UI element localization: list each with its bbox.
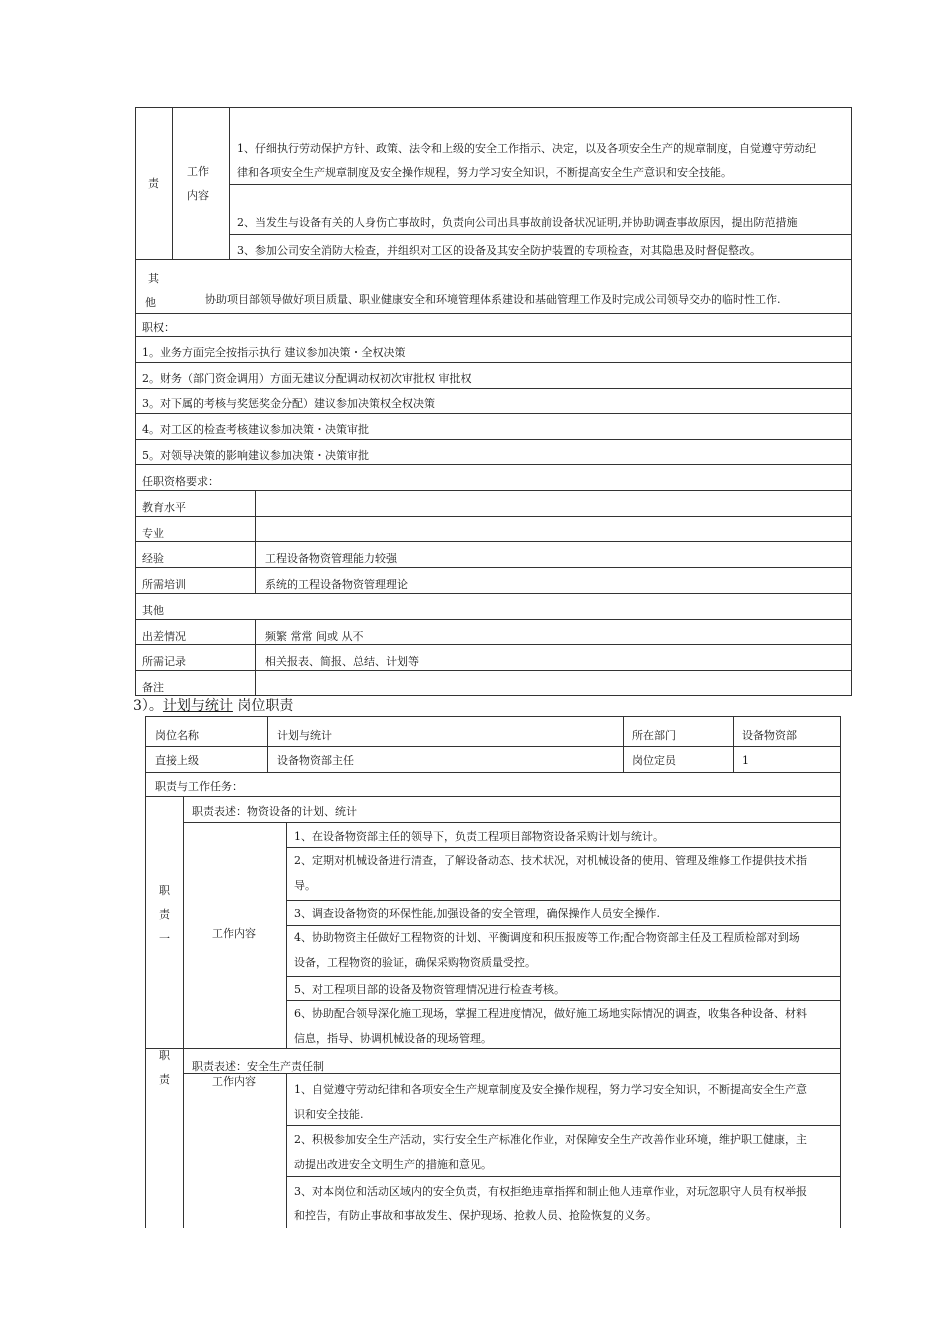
divider	[145, 796, 841, 797]
duty2-label: 职	[159, 1049, 170, 1062]
qualification-title: 任职资格要求：	[142, 475, 219, 488]
duty2-item: 动提出改进安全文明生产的措施和意见。	[294, 1158, 492, 1171]
divider	[255, 619, 256, 696]
divider	[135, 388, 852, 389]
divider	[135, 567, 852, 568]
training-value: 系统的工程设备物资管理理论	[265, 578, 408, 591]
duty2-work-label: 工作内容	[212, 1075, 256, 1088]
duty1-item: 3、调查设备物资的环保性能,加强设备的安全管理，确保操作人员安全操作.	[294, 907, 660, 920]
divider	[135, 336, 852, 337]
staffing-label: 岗位定员	[632, 754, 676, 767]
divider	[135, 644, 852, 645]
duty1-item: 2、定期对机械设备进行清查，了解设备动态、技术状况，对机械设备的使用、管理及维修工作提供技术指	[294, 854, 807, 867]
divider	[286, 847, 841, 848]
divider	[267, 716, 268, 773]
dept-value: 设备物资部	[742, 729, 797, 742]
authority-item: 3。对下属的考核与奖惩奖金分配）建议参加决策权全权决策	[142, 397, 435, 410]
other2-label: 其他	[142, 604, 164, 617]
section-number: 3）。	[133, 698, 163, 714]
divider	[145, 716, 841, 717]
duty1-item: 信息，指导、协调机械设备的现场管理。	[294, 1032, 492, 1045]
authority-item: 1。业务方面完全按指示执行 建议参加决策・全权决策	[142, 346, 406, 359]
work-item-2: 2、当发生与设备有关的人身伤亡事故时，负责向公司出具事故前设备状况证明,并协助调查事故原因，提出防范措施	[237, 216, 798, 229]
education-label: 教育水平	[142, 501, 186, 514]
divider	[135, 516, 852, 517]
divider	[135, 593, 852, 594]
post-name-label: 岗位名称	[155, 729, 199, 742]
section-title: 计划与统计	[162, 698, 233, 714]
divider	[286, 822, 287, 1048]
duty1-item: 4、协助物资主任做好工程物资的计划、平衡调度和积压报废等工作;配合物资部主任及工程质检部对到场	[294, 931, 800, 944]
records-label: 所需记录	[142, 655, 186, 668]
divider	[135, 362, 852, 363]
divider	[286, 1073, 287, 1228]
divider	[135, 464, 852, 465]
travel-value: 频繁 常常 间或 从不	[265, 630, 364, 643]
remark-label: 备注	[142, 681, 164, 694]
training-label: 所需培训	[142, 578, 186, 591]
authority-title: 职权：	[142, 321, 175, 334]
duty2-item: 2、积极参加安全生产活动，实行安全生产标准化作业，对保障安全生产改善作业环境，维护职工健康，主	[294, 1133, 807, 1146]
superior-label: 直接上级	[155, 754, 199, 767]
divider	[145, 716, 146, 1228]
duty1-item: 设备，工程物资的验证，确保采购物资质量受控。	[294, 956, 536, 969]
divider	[255, 490, 256, 593]
divider	[840, 716, 841, 1228]
work-content-label: 工作	[187, 165, 209, 178]
post-name-value: 计划与统计	[277, 729, 332, 742]
divider	[286, 1125, 841, 1126]
divider	[286, 900, 841, 901]
divider	[135, 313, 852, 314]
duty1-label: 责	[159, 908, 170, 921]
experience-value: 工程设备物资管理能力较强	[265, 552, 397, 565]
authority-item: 4。对工区的检查考核建议参加决策・决策审批	[142, 423, 369, 436]
duty1-item: 5、对工程项目部的设备及物资管理情况进行检查考核。	[294, 983, 565, 996]
duty2-item: 识和安全技能.	[294, 1108, 364, 1121]
divider	[145, 1048, 841, 1049]
experience-label: 经验	[142, 552, 164, 565]
duty1-desc: 职责表述：物资设备的计划、统计	[192, 805, 357, 818]
duty2-item: 3、对本岗位和活动区域内的安全负责，有权拒绝违章指挥和制止他人违章作业，对玩忽职守人员有权举报	[294, 1185, 807, 1198]
duty1-label: 职	[159, 884, 170, 897]
authority-item: 2。财务（部门资金调用）方面无建议分配调动权初次审批权 审批权	[142, 372, 472, 385]
divider	[733, 716, 734, 773]
divider	[135, 670, 852, 671]
duty1-item: 6、协助配合领导深化施工现场，掌握工程进度情况，做好施工场地实际情况的调查，收集各种设备、材料	[294, 1007, 807, 1020]
section-suffix: 岗位职责	[232, 698, 294, 714]
divider	[135, 541, 852, 542]
divider	[286, 1176, 841, 1177]
divider	[135, 619, 852, 620]
divider	[135, 439, 852, 440]
major-label: 专业	[142, 527, 164, 540]
travel-label: 出差情况	[142, 630, 186, 643]
divider	[183, 796, 184, 1228]
records-value: 相关报表、简报、总结、计划等	[265, 655, 419, 668]
duty2-desc: 职责表述：安全生产责任制	[192, 1060, 324, 1073]
divider	[229, 107, 230, 259]
work-item-3: 3、参加公司安全消防大检查，并组织对工区的设备及其安全防护装置的专项检查，对其隐患及时督促整改。	[237, 244, 761, 257]
divider	[286, 925, 841, 926]
work-content-label: 内容	[187, 189, 209, 202]
divider	[145, 746, 841, 747]
divider	[623, 716, 624, 773]
section-heading	[133, 697, 293, 715]
duty1-label: 一	[159, 932, 170, 945]
duty2-label: 责	[159, 1073, 170, 1086]
duty2-item: 1、自觉遵守劳动纪律和各项安全生产规章制度及安全操作规程，努力学习安全知识，不断提高安全生产意	[294, 1083, 807, 1096]
divider	[172, 107, 173, 259]
other-text: 协助项目部领导做好项目质量、职业健康安全和环境管理体系建设和基础管理工作及时完成公司领导交办的临时性工作.	[205, 293, 781, 306]
divider	[286, 976, 841, 977]
divider	[145, 772, 841, 773]
superior-value: 设备物资部主任	[277, 754, 354, 767]
duty2-item: 和控告，有防止事故和事故发生、保护现场、抢救人员、抢险恢复的义务。	[294, 1209, 657, 1222]
duties-title: 职责与工作任务：	[155, 780, 243, 793]
work-item-1-line-2: 律和各项安全生产规章制度及安全操作规程，努力学习安全知识，不断提高安全生产意识和安全技能。	[237, 166, 732, 179]
divider	[135, 413, 852, 414]
authority-item: 5。对领导决策的影响建议参加决策・决策审批	[142, 449, 369, 462]
divider	[229, 184, 852, 185]
duty1-work-label: 工作内容	[212, 927, 256, 940]
divider	[286, 1000, 841, 1001]
other-label: 其	[148, 272, 159, 285]
divider	[135, 490, 852, 491]
other-label: 他	[145, 296, 156, 309]
divider	[183, 822, 841, 823]
divider	[135, 259, 852, 260]
staffing-value: 1	[742, 754, 749, 767]
work-item-1-line-1: 1、仔细执行劳动保护方针、政策、法令和上级的安全工作指示、决定，以及各项安全生产的规章制度，自觉遵守劳动纪	[237, 142, 816, 155]
divider	[229, 234, 852, 235]
duty1-item: 1、在设备物资部主任的领导下，负责工程项目部物资设备采购计划与统计。	[294, 830, 664, 843]
duty1-item: 导。	[294, 879, 316, 892]
dept-label: 所在部门	[632, 729, 676, 742]
resp-label: 责	[148, 177, 159, 190]
